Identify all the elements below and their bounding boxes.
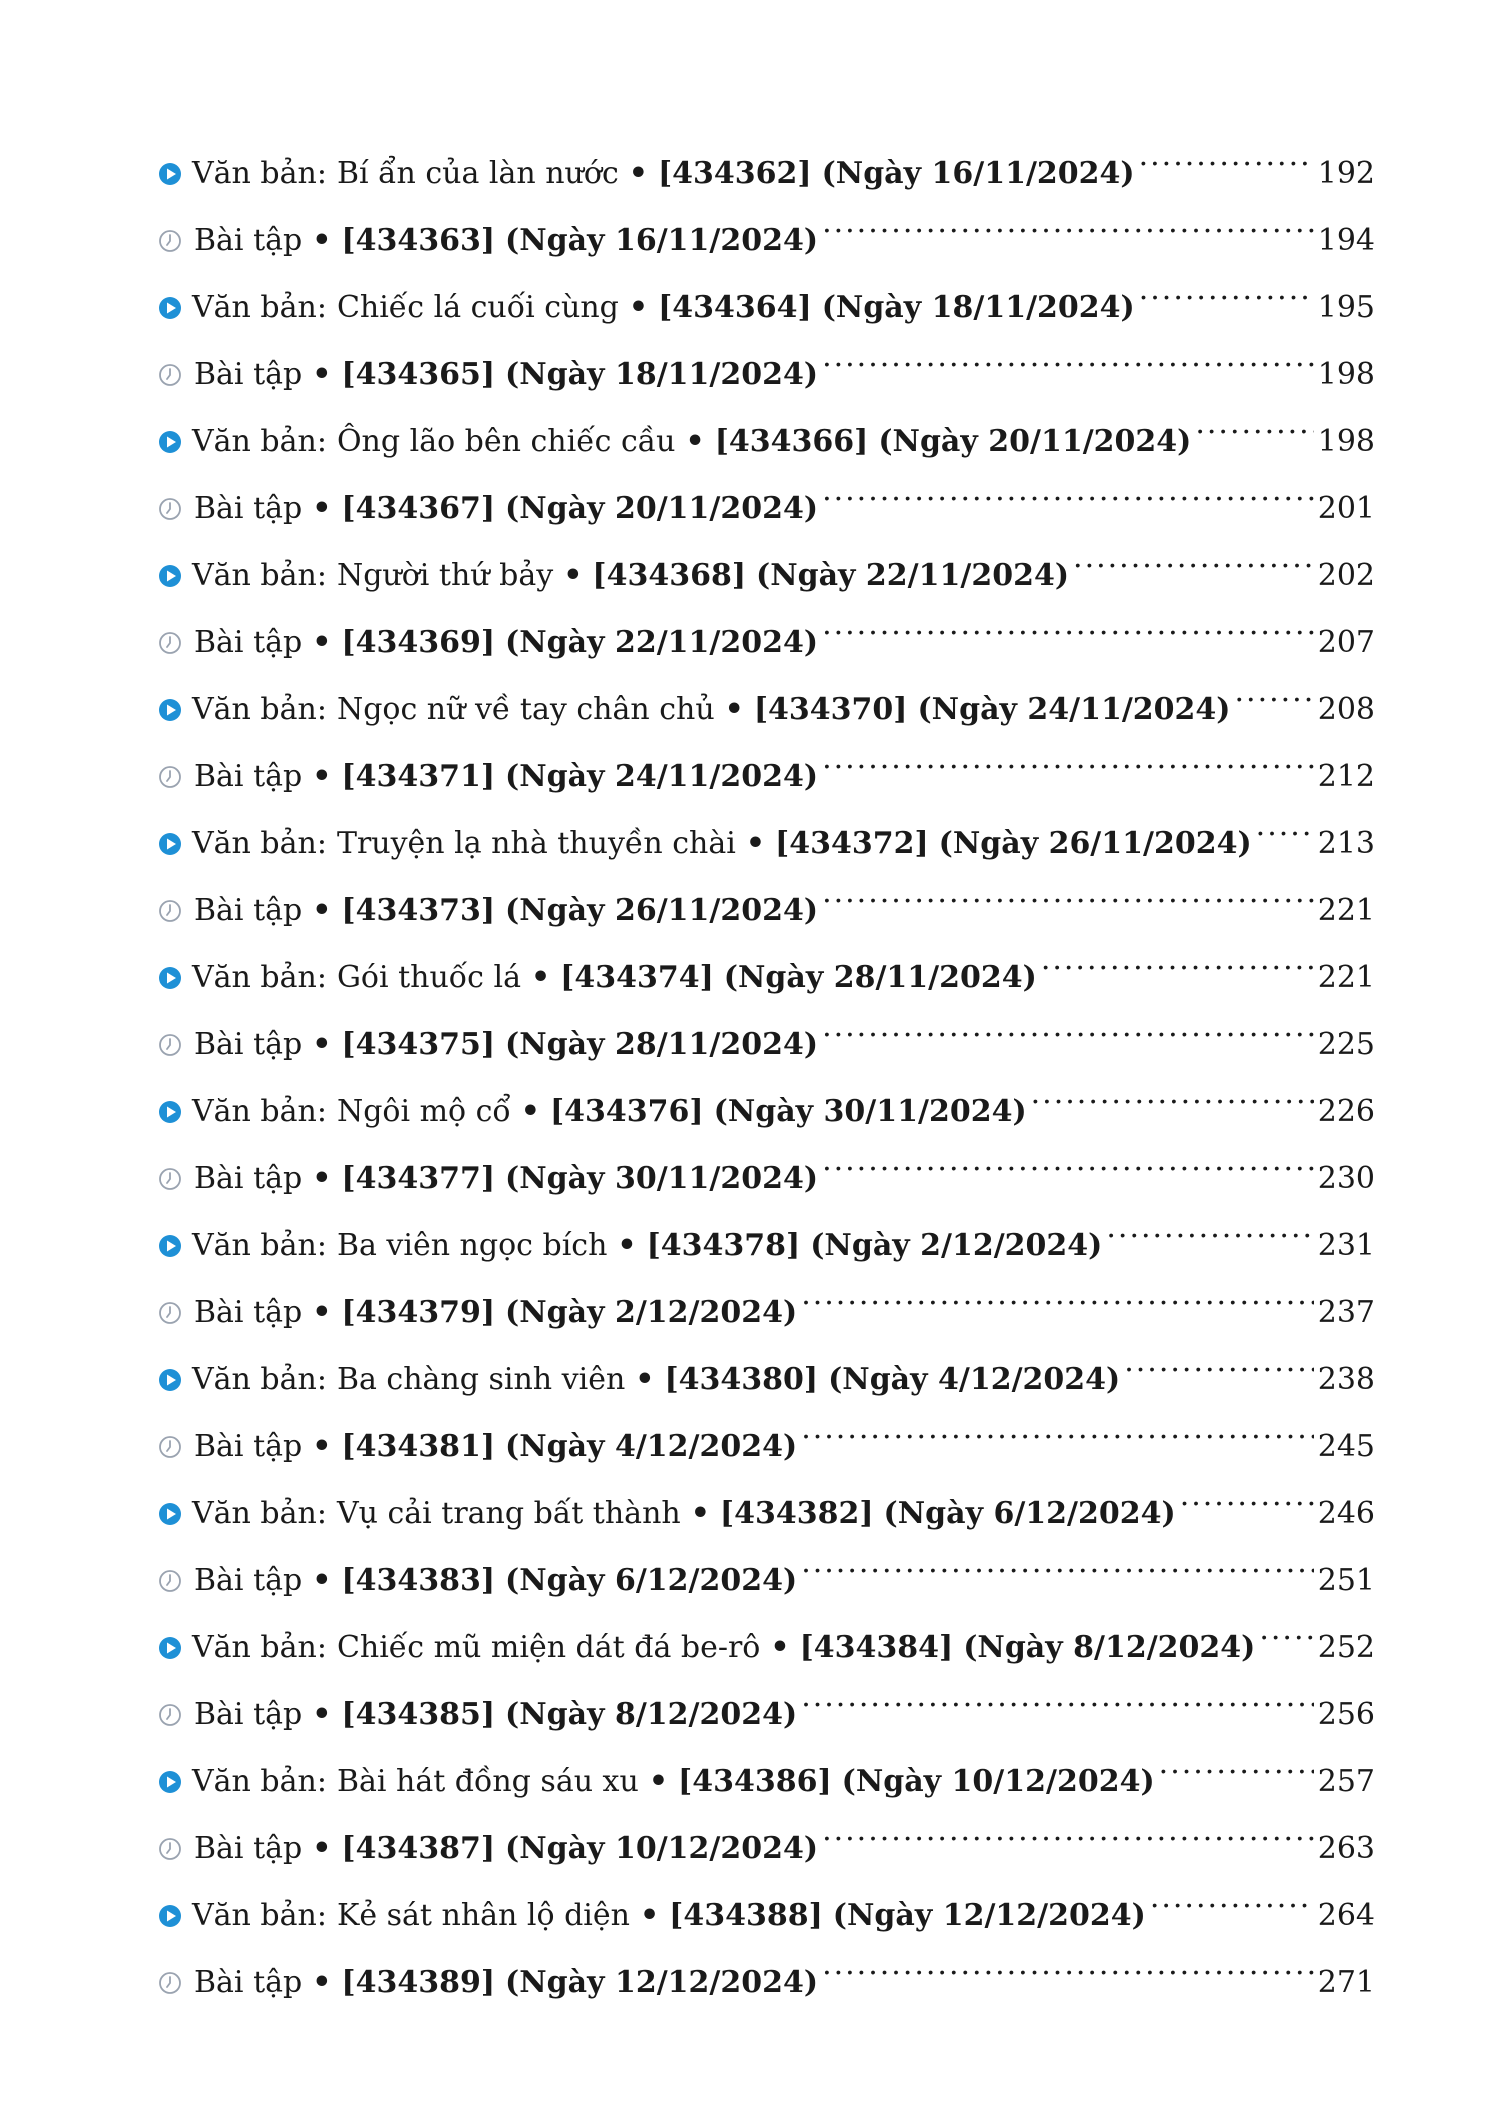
entry-date: (Ngày 16/11/2024): [505, 223, 819, 258]
toc-entry-text[interactable]: [158, 1614, 1375, 1681]
entry-date: (Ngày 16/11/2024): [821, 156, 1135, 191]
page-number: 231: [1317, 1228, 1375, 1263]
entry-code: [434381]: [341, 1429, 496, 1464]
play-circle-icon: [158, 162, 182, 186]
bullet-separator: •: [312, 625, 332, 660]
toc-entry-text[interactable]: [158, 944, 1375, 1011]
dot-leader: [1139, 153, 1314, 183]
dot-leader: [1073, 555, 1314, 585]
page-number: 198: [1317, 357, 1375, 392]
entry-code: [434367]: [341, 491, 496, 526]
page-number: 225: [1317, 1027, 1375, 1062]
dot-leader: [801, 1560, 1314, 1590]
entry-code: [434385]: [341, 1697, 496, 1732]
entry-date: (Ngày 10/12/2024): [841, 1764, 1155, 1799]
clock-badge-icon: [158, 1301, 182, 1325]
dot-leader: [822, 220, 1314, 250]
play-circle-icon: [158, 1100, 182, 1124]
page-number: 192: [1317, 156, 1375, 191]
clock-badge-icon: [158, 1435, 182, 1459]
entry-prefix: Bài tập: [194, 1965, 303, 2000]
entry-code: [434380]: [664, 1362, 819, 1397]
toc-entry-exercise[interactable]: [158, 609, 1375, 676]
bullet-separator: •: [520, 1094, 540, 1129]
entry-code: [434382]: [719, 1496, 874, 1531]
page-number: 246: [1317, 1496, 1375, 1531]
page-number: 207: [1317, 625, 1375, 660]
bullet-separator: •: [770, 1630, 790, 1665]
entry-prefix: Bài tập: [194, 1563, 303, 1598]
page-number: 198: [1317, 424, 1375, 459]
play-circle-icon: [158, 430, 182, 454]
entry-code: [434373]: [341, 893, 496, 928]
toc-entry-exercise[interactable]: [158, 1949, 1375, 2016]
entry-code: [434375]: [341, 1027, 496, 1062]
bullet-separator: •: [635, 1362, 655, 1397]
dot-leader: [822, 354, 1314, 384]
entry-prefix: Văn bản:: [192, 1362, 327, 1397]
entry-date: (Ngày 22/11/2024): [756, 558, 1070, 593]
toc-entry-exercise[interactable]: [158, 1815, 1375, 1882]
dot-leader: [822, 756, 1314, 786]
entry-prefix: Văn bản:: [192, 1898, 327, 1933]
entry-code: [434379]: [341, 1295, 496, 1330]
entry-title: Bí ẩn của làn nước: [336, 156, 619, 191]
toc-entry-text[interactable]: [158, 676, 1375, 743]
play-circle-icon: [158, 1636, 182, 1660]
play-circle-icon: [158, 966, 182, 990]
entry-date: (Ngày 2/12/2024): [505, 1295, 798, 1330]
toc-entry-exercise[interactable]: [158, 1145, 1375, 1212]
entry-prefix: Văn bản:: [192, 960, 327, 995]
dot-leader: [1195, 421, 1313, 451]
page-number: 208: [1317, 692, 1375, 727]
play-circle-icon: [158, 1234, 182, 1258]
entry-prefix: Bài tập: [194, 625, 303, 660]
entry-code: [434372]: [775, 826, 929, 861]
entry-date: (Ngày 8/12/2024): [505, 1697, 798, 1732]
toc-entry-exercise[interactable]: [158, 207, 1375, 274]
entry-prefix: Bài tập: [194, 759, 303, 794]
dot-leader: [822, 622, 1314, 652]
bullet-separator: •: [563, 558, 583, 593]
entry-prefix: Văn bản:: [192, 826, 327, 861]
dot-leader: [1031, 1091, 1314, 1121]
entry-prefix: Văn bản:: [192, 558, 327, 593]
entry-code: [434386]: [678, 1764, 832, 1799]
clock-badge-icon: [158, 1033, 182, 1057]
entry-prefix: Văn bản:: [192, 1496, 327, 1531]
entry-code: [434368]: [592, 558, 747, 593]
bullet-separator: •: [312, 893, 332, 928]
entry-date: (Ngày 12/12/2024): [832, 1898, 1146, 1933]
entry-prefix: Văn bản:: [192, 1094, 327, 1129]
page-number: 238: [1317, 1362, 1375, 1397]
entry-date: (Ngày 6/12/2024): [883, 1496, 1176, 1531]
toc-entry-exercise[interactable]: [158, 1413, 1375, 1480]
dot-leader: [822, 1962, 1314, 1992]
entry-title: Người thứ bảy: [336, 558, 554, 593]
dot-leader: [1180, 1493, 1314, 1523]
entry-prefix: Bài tập: [194, 1697, 303, 1732]
page-number: 245: [1317, 1429, 1375, 1464]
entry-code: [434378]: [646, 1228, 801, 1263]
page-number: 221: [1317, 960, 1375, 995]
entry-date: (Ngày 20/11/2024): [505, 491, 819, 526]
dot-leader: [1041, 957, 1314, 987]
entry-title: Ngôi mộ cổ: [336, 1094, 511, 1129]
page-number: 226: [1317, 1094, 1375, 1129]
bullet-separator: •: [312, 491, 332, 526]
entry-date: (Ngày 4/12/2024): [505, 1429, 798, 1464]
page-number: 256: [1317, 1697, 1375, 1732]
bullet-separator: •: [312, 1697, 332, 1732]
toc-entry-exercise[interactable]: [158, 1681, 1375, 1748]
entry-code: [434363]: [341, 223, 496, 258]
entry-code: [434384]: [799, 1630, 954, 1665]
bullet-separator: •: [312, 1965, 332, 2000]
page-number: 221: [1317, 893, 1375, 928]
entry-title: Ngọc nữ về tay chân chủ: [336, 692, 715, 727]
entry-title: Kẻ sát nhân lộ diện: [336, 1898, 630, 1933]
entry-title: Ông lão bên chiếc cầu: [336, 424, 676, 459]
entry-prefix: Bài tập: [194, 223, 303, 258]
bullet-separator: •: [530, 960, 551, 995]
play-circle-icon: [158, 1904, 182, 1928]
entry-title: Chiếc mũ miện dát đá be-rô: [336, 1630, 761, 1665]
page-number: 251: [1317, 1563, 1375, 1598]
play-circle-icon: [158, 1368, 182, 1392]
entry-date: (Ngày 22/11/2024): [505, 625, 819, 660]
toc-entry-exercise[interactable]: [158, 341, 1375, 408]
dot-leader: [822, 1828, 1314, 1858]
page-number: 212: [1317, 759, 1375, 794]
entry-prefix: Văn bản:: [192, 1228, 327, 1263]
bullet-separator: •: [628, 156, 648, 191]
entry-date: (Ngày 12/12/2024): [505, 1965, 819, 2000]
clock-badge-icon: [158, 1703, 182, 1727]
bullet-separator: •: [724, 692, 744, 727]
entry-prefix: Văn bản:: [192, 1630, 327, 1665]
page-number: 263: [1317, 1831, 1375, 1866]
toc-entry-exercise[interactable]: [158, 743, 1375, 810]
page-number: 237: [1317, 1295, 1375, 1330]
entry-prefix: Bài tập: [194, 1161, 303, 1196]
toc-entry-exercise[interactable]: [158, 1547, 1375, 1614]
bullet-separator: •: [312, 1429, 332, 1464]
clock-badge-icon: [158, 631, 182, 655]
entry-code: [434369]: [341, 625, 496, 660]
page-number: 195: [1317, 290, 1375, 325]
bullet-separator: •: [312, 759, 332, 794]
entry-date: (Ngày 26/11/2024): [938, 826, 1252, 861]
dot-leader: [1150, 1895, 1314, 1925]
clock-badge-icon: [158, 497, 182, 521]
page-number: 230: [1317, 1161, 1375, 1196]
entry-title: Chiếc lá cuối cùng: [336, 290, 619, 325]
bullet-separator: •: [745, 826, 766, 861]
entry-title: Bài hát đồng sáu xu: [336, 1764, 639, 1799]
entry-title: Vụ cải trang bất thành: [336, 1496, 681, 1531]
toc-entry-exercise[interactable]: [158, 1011, 1375, 1078]
bullet-separator: •: [685, 424, 705, 459]
dot-leader: [1159, 1761, 1314, 1791]
entry-code: [434365]: [341, 357, 496, 392]
clock-badge-icon: [158, 899, 182, 923]
entry-date: (Ngày 20/11/2024): [878, 424, 1192, 459]
entry-date: (Ngày 24/11/2024): [917, 692, 1231, 727]
entry-code: [434389]: [341, 1965, 496, 2000]
bullet-separator: •: [628, 290, 649, 325]
bullet-separator: •: [690, 1496, 710, 1531]
dot-leader: [801, 1426, 1314, 1456]
entry-date: (Ngày 2/12/2024): [810, 1228, 1103, 1263]
toc-entry-text[interactable]: [158, 1078, 1375, 1145]
entry-title: Gói thuốc lá: [336, 960, 521, 995]
toc-entry-text[interactable]: [158, 274, 1375, 341]
entry-prefix: Bài tập: [194, 1429, 303, 1464]
entry-date: (Ngày 18/11/2024): [821, 290, 1135, 325]
toc-entry-text[interactable]: [158, 1212, 1375, 1279]
toc-entry-exercise[interactable]: [158, 877, 1375, 944]
entry-code: [434374]: [560, 960, 714, 995]
entry-code: [434377]: [341, 1161, 496, 1196]
bullet-separator: •: [312, 1161, 332, 1196]
bullet-separator: •: [312, 223, 332, 258]
clock-badge-icon: [158, 1167, 182, 1191]
entry-prefix: Bài tập: [194, 357, 303, 392]
toc-entry-text[interactable]: [158, 408, 1375, 475]
play-circle-icon: [158, 698, 182, 722]
toc-entry-text[interactable]: [158, 1882, 1375, 1949]
dot-leader: [1235, 689, 1314, 719]
entry-date: (Ngày 30/11/2024): [505, 1161, 819, 1196]
page-number: 201: [1317, 491, 1375, 526]
play-circle-icon: [158, 564, 182, 588]
entry-prefix: Văn bản:: [192, 290, 327, 325]
dot-leader: [822, 1158, 1314, 1188]
toc-entry-text[interactable]: [158, 1480, 1375, 1547]
play-circle-icon: [158, 832, 182, 856]
entry-date: (Ngày 28/11/2024): [723, 960, 1037, 995]
bullet-separator: •: [639, 1898, 660, 1933]
entry-prefix: Bài tập: [194, 1295, 303, 1330]
bullet-separator: •: [312, 1295, 332, 1330]
dot-leader: [822, 890, 1314, 920]
dot-leader: [801, 1694, 1314, 1724]
page-number: 202: [1317, 558, 1375, 593]
clock-badge-icon: [158, 765, 182, 789]
entry-date: (Ngày 30/11/2024): [713, 1094, 1027, 1129]
page-number: 213: [1317, 826, 1375, 861]
entry-code: [434371]: [341, 759, 496, 794]
toc-entry-text[interactable]: [158, 1346, 1375, 1413]
dot-leader: [1139, 287, 1314, 317]
entry-date: (Ngày 26/11/2024): [505, 893, 819, 928]
bullet-separator: •: [312, 357, 332, 392]
dot-leader: [822, 1024, 1314, 1054]
entry-prefix: Bài tập: [194, 893, 303, 928]
clock-badge-icon: [158, 1837, 182, 1861]
entry-prefix: Bài tập: [194, 1831, 303, 1866]
bullet-separator: •: [312, 1027, 332, 1062]
entry-code: [434364]: [658, 290, 812, 325]
entry-title: Ba viên ngọc bích: [336, 1228, 608, 1263]
entry-prefix: Văn bản:: [192, 692, 327, 727]
page-number: 252: [1317, 1630, 1375, 1665]
entry-date: (Ngày 4/12/2024): [828, 1362, 1121, 1397]
dot-leader: [1259, 1627, 1313, 1657]
entry-code: [434388]: [669, 1898, 823, 1933]
entry-code: [434370]: [753, 692, 908, 727]
clock-badge-icon: [158, 1569, 182, 1593]
entry-title: Truyện lạ nhà thuyền chài: [336, 826, 736, 861]
clock-badge-icon: [158, 1971, 182, 1995]
entry-date: (Ngày 8/12/2024): [963, 1630, 1256, 1665]
entry-prefix: Bài tập: [194, 491, 303, 526]
play-circle-icon: [158, 1770, 182, 1794]
toc-entry-text[interactable]: [158, 140, 1375, 207]
entry-code: [434362]: [657, 156, 812, 191]
page-number: 271: [1317, 1965, 1375, 2000]
page-number: 257: [1317, 1764, 1375, 1799]
entry-code: [434383]: [341, 1563, 496, 1598]
entry-prefix: Văn bản:: [192, 424, 327, 459]
entry-code: [434366]: [714, 424, 869, 459]
toc-entry-exercise[interactable]: [158, 475, 1375, 542]
play-circle-icon: [158, 296, 182, 320]
toc-entry-text[interactable]: [158, 542, 1375, 609]
entry-date: (Ngày 10/12/2024): [505, 1831, 819, 1866]
dot-leader: [801, 1292, 1314, 1322]
page-number: 194: [1317, 223, 1375, 258]
entry-code: [434376]: [549, 1094, 704, 1129]
entry-date: (Ngày 6/12/2024): [505, 1563, 798, 1598]
dot-leader: [1124, 1359, 1314, 1389]
bullet-separator: •: [312, 1563, 332, 1598]
entry-prefix: Văn bản:: [192, 1764, 327, 1799]
entry-prefix: Bài tập: [194, 1027, 303, 1062]
toc-entry-exercise[interactable]: [158, 1279, 1375, 1346]
entry-title: Ba chàng sinh viên: [336, 1362, 626, 1397]
clock-badge-icon: [158, 229, 182, 253]
bullet-separator: •: [312, 1831, 332, 1866]
table-of-contents: [158, 140, 1375, 2016]
entry-date: (Ngày 18/11/2024): [505, 357, 819, 392]
entry-code: [434387]: [341, 1831, 496, 1866]
bullet-separator: •: [617, 1228, 637, 1263]
entry-date: (Ngày 24/11/2024): [505, 759, 819, 794]
page-number: 264: [1317, 1898, 1375, 1933]
toc-entry-text[interactable]: [158, 1748, 1375, 1815]
play-circle-icon: [158, 1502, 182, 1526]
toc-entry-text[interactable]: [158, 810, 1375, 877]
clock-badge-icon: [158, 363, 182, 387]
entry-prefix: Văn bản:: [192, 156, 327, 191]
bullet-separator: •: [648, 1764, 668, 1799]
dot-leader: [1256, 823, 1314, 853]
entry-date: (Ngày 28/11/2024): [505, 1027, 819, 1062]
dot-leader: [822, 488, 1314, 518]
dot-leader: [1106, 1225, 1313, 1255]
